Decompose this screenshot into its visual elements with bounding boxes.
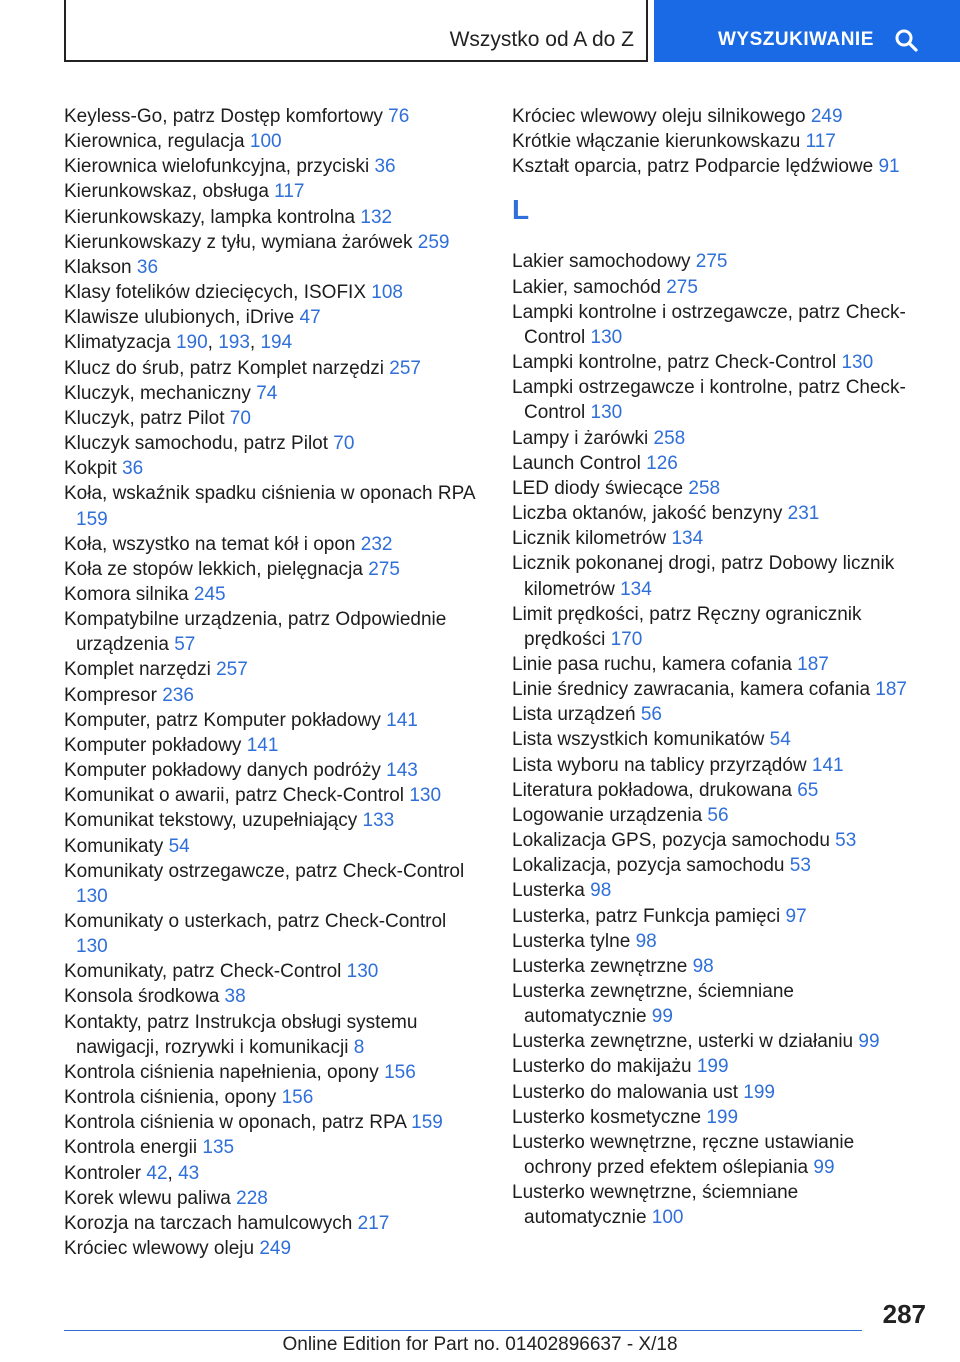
index-entry bbox=[512, 753, 912, 778]
index-entry-term: Kierunkowskazy z tyłu, wymiana żarówek bbox=[64, 231, 413, 253]
page-link[interactable]: 56 bbox=[640, 704, 662, 726]
index-entry-term: Kierownica wielofunkcyjna, przyciski bbox=[64, 156, 370, 178]
page-link[interactable]: 141 bbox=[811, 754, 844, 776]
page-link[interactable]: 43 bbox=[178, 1162, 200, 1184]
index-entry bbox=[64, 557, 480, 582]
page-link[interactable]: 275 bbox=[666, 276, 698, 298]
page-link[interactable]: 126 bbox=[646, 452, 678, 474]
index-entry-term: Logowanie urządzenia bbox=[512, 804, 703, 826]
page-link[interactable]: 258 bbox=[653, 427, 686, 449]
index-entry-term: Komputer, patrz Komputer pokładowy bbox=[64, 709, 381, 731]
page-link[interactable]: 156 bbox=[281, 1087, 314, 1109]
index-entry bbox=[512, 652, 912, 677]
index-entry-term: Lista wyboru na tablicy przyrządów bbox=[512, 754, 807, 776]
page-link[interactable]: 156 bbox=[384, 1061, 416, 1083]
page-link[interactable]: 130 bbox=[76, 885, 108, 907]
index-entry bbox=[512, 1180, 912, 1230]
index-entry bbox=[512, 702, 912, 727]
index-entry bbox=[64, 1060, 480, 1085]
index-entry: Klimatyzacja 190, 193, 194 bbox=[64, 332, 293, 354]
index-entry-term: Kontrola ciśnienia w oponach, patrz RPA bbox=[64, 1112, 406, 1134]
index-entry bbox=[512, 828, 912, 853]
page-link[interactable]: 56 bbox=[707, 804, 729, 826]
index-entry-term: Klakson bbox=[64, 256, 132, 278]
page-link[interactable]: 130 bbox=[590, 402, 623, 424]
page-link[interactable]: 190 bbox=[175, 332, 208, 354]
index-entry-term: Lista wszystkich komunikatów bbox=[512, 729, 765, 751]
index-entry: Kontroler 42, 43 bbox=[64, 1162, 200, 1184]
index-entry-term: Korek wlewu paliwa bbox=[64, 1187, 231, 1209]
tab-search-label: WYSZUKIWANIE bbox=[718, 29, 874, 50]
page-link[interactable]: 133 bbox=[362, 810, 395, 832]
index-entry bbox=[64, 959, 480, 984]
search-icon bbox=[894, 28, 918, 52]
page-link[interactable]: 249 bbox=[810, 106, 843, 127]
index-entry-term: Lokalizacja GPS, pozycja samochodu bbox=[512, 830, 830, 852]
index-entry bbox=[64, 205, 480, 230]
index-entry-term: Liczba oktanów, jakość benzyny bbox=[512, 503, 783, 525]
page-link[interactable]: 135 bbox=[202, 1137, 235, 1159]
page-link[interactable]: 99 bbox=[858, 1031, 880, 1053]
index-entry-term: Launch Control bbox=[512, 452, 641, 474]
index-entry bbox=[64, 733, 480, 758]
page-link[interactable]: 228 bbox=[236, 1187, 268, 1209]
index-entry-term: Lokalizacja, pozycja samochodu bbox=[512, 855, 785, 877]
page-link[interactable]: 97 bbox=[785, 905, 807, 927]
page-link[interactable]: 275 bbox=[695, 251, 728, 273]
index-entry-term: Lusterka bbox=[512, 880, 585, 902]
index-entry-term: Licznik kilometrów bbox=[512, 528, 667, 550]
index-group-l bbox=[512, 249, 912, 1230]
index-entry-term: Klasy fotelików dziecięcych, ISOFIX bbox=[64, 282, 366, 304]
index-entry-term: Lusterko kosmetyczne bbox=[512, 1106, 702, 1128]
page-link[interactable]: 275 bbox=[368, 558, 400, 580]
page-link[interactable]: 42 bbox=[146, 1162, 168, 1184]
page-link[interactable]: 193 bbox=[218, 332, 250, 354]
index-entry bbox=[64, 230, 480, 255]
page-link[interactable]: 159 bbox=[411, 1112, 443, 1134]
page-link[interactable]: 98 bbox=[590, 880, 612, 902]
page-link[interactable]: 38 bbox=[224, 986, 246, 1008]
page-link[interactable]: 257 bbox=[389, 357, 421, 379]
index-entry bbox=[512, 1080, 912, 1105]
index-entry bbox=[64, 1010, 480, 1060]
page-link[interactable]: 236 bbox=[162, 684, 194, 706]
index-entry bbox=[512, 129, 912, 154]
page-link[interactable]: 170 bbox=[610, 628, 643, 650]
index-entry-term: Lusterka tylne bbox=[512, 930, 631, 952]
page-link[interactable]: 98 bbox=[635, 930, 657, 952]
index-entry-term: Lista urządzeń bbox=[512, 704, 636, 726]
page-link[interactable]: 57 bbox=[174, 634, 196, 656]
index-entry-term: Lampki ostrzegawcze i kontrolne, patrz Check-Control bbox=[512, 377, 906, 424]
index-entry bbox=[64, 431, 480, 456]
index-entry-term: Klucz do śrub, patrz Komplet narzędzi bbox=[64, 357, 384, 379]
index-entry-term: Króciec wlewowy oleju silnikowego bbox=[512, 106, 806, 127]
index-entry-term: Kluczyk samochodu, patrz Pilot bbox=[64, 433, 329, 455]
index-entry bbox=[64, 104, 480, 129]
index-entry bbox=[64, 305, 480, 330]
index-entry-term: Lusterko do makijażu bbox=[512, 1056, 692, 1078]
page-link[interactable]: 36 bbox=[136, 256, 159, 278]
index-entry-term: Linie średnicy zawracania, kamera cofania bbox=[512, 679, 871, 701]
index-entry bbox=[64, 1236, 480, 1261]
page-link[interactable]: 100 bbox=[249, 131, 282, 153]
index-entry bbox=[512, 476, 912, 501]
index-entry bbox=[512, 300, 912, 350]
index-entry bbox=[64, 1211, 480, 1236]
index-entry bbox=[64, 708, 480, 733]
index-entry bbox=[512, 1130, 912, 1180]
page-link[interactable]: 141 bbox=[246, 734, 279, 756]
page-link[interactable]: 53 bbox=[789, 855, 811, 877]
index-entry bbox=[512, 979, 912, 1029]
index-entry bbox=[512, 501, 912, 526]
index-entry bbox=[512, 602, 912, 652]
page-link[interactable]: 199 bbox=[696, 1056, 729, 1078]
page-link[interactable]: 117 bbox=[805, 131, 836, 153]
page-link[interactable]: 259 bbox=[417, 231, 450, 253]
index-entry-term: Kluczyk, patrz Pilot bbox=[64, 407, 225, 429]
page-number: 287 bbox=[882, 1299, 926, 1329]
index-column-left bbox=[64, 104, 480, 1261]
index-entry-term: Komunikaty o usterkach, patrz Check-Control bbox=[64, 911, 447, 932]
index-entry bbox=[64, 783, 480, 808]
index-entry-term: Komunikaty, patrz Check-Control bbox=[64, 961, 342, 983]
page-link[interactable]: 98 bbox=[692, 955, 714, 977]
tab-a-to-z[interactable] bbox=[64, 0, 648, 62]
index-entry-term: Limit prędkości, patrz Ręczny ogranicznik prędkości bbox=[512, 603, 862, 650]
index-entry-term: Koła, wszystko na temat kół i opon bbox=[64, 533, 356, 555]
index-entry bbox=[512, 375, 912, 425]
page-link[interactable]: 130 bbox=[409, 785, 442, 807]
index-entry-term: Kompresor bbox=[64, 684, 157, 706]
index-entry bbox=[64, 984, 480, 1009]
index-entry-term: Koła ze stopów lekkich, pielęgnacja bbox=[64, 558, 363, 580]
index-entry-term: Lusterka zewnętrzne, usterki w działaniu bbox=[512, 1031, 854, 1053]
index-entry bbox=[64, 481, 480, 531]
index-entry bbox=[512, 803, 912, 828]
page-link[interactable]: 74 bbox=[256, 382, 278, 404]
section-letter: L bbox=[512, 194, 530, 226]
index-entry bbox=[512, 904, 912, 929]
index-entry-term: Lusterka, patrz Funkcja pamięci bbox=[512, 905, 781, 927]
page-link[interactable]: 245 bbox=[193, 583, 226, 605]
index-entry-term: Klawisze ulubionych, iDrive bbox=[64, 307, 295, 329]
index-entry-term: Krótkie włączanie kierunkowskazu bbox=[512, 131, 801, 153]
index-entry bbox=[64, 909, 480, 959]
index-entry-term: Kontrola energii bbox=[64, 1137, 198, 1159]
page-link[interactable]: 231 bbox=[787, 503, 820, 525]
page-link[interactable]: 117 bbox=[274, 181, 305, 203]
index-entry-term: Lusterko do malowania ust bbox=[512, 1081, 739, 1103]
index-entry-term: Korozja na tarczach hamulcowych bbox=[64, 1212, 353, 1234]
page-link[interactable]: 53 bbox=[835, 830, 857, 852]
page-link[interactable]: 187 bbox=[875, 679, 907, 701]
page-link[interactable]: 91 bbox=[878, 156, 900, 178]
index-entry-term: Komplet narzędzi bbox=[64, 659, 211, 681]
index-entry-term: Kontrola ciśnienia, opony bbox=[64, 1087, 277, 1109]
index-entry-term: Lusterko wewnętrzne, ręczne ustawianie ochrony przed efektem oślepiania bbox=[512, 1131, 855, 1179]
page-link[interactable]: 70 bbox=[229, 407, 251, 429]
index-column-right bbox=[512, 104, 912, 1231]
index-entry bbox=[512, 1029, 912, 1054]
index-entry bbox=[512, 451, 912, 476]
index-entry bbox=[512, 929, 912, 954]
index-entry bbox=[64, 1186, 480, 1211]
index-entry bbox=[512, 154, 912, 179]
page-link[interactable]: 130 bbox=[346, 961, 379, 983]
page-link[interactable]: 76 bbox=[388, 106, 410, 127]
index-entry bbox=[64, 859, 480, 909]
index-entry-term: Konsola środkowa bbox=[64, 986, 220, 1008]
index-entry-term: Kokpit bbox=[64, 458, 117, 480]
index-entry bbox=[64, 808, 480, 833]
index-entry bbox=[512, 853, 912, 878]
footer-edition: Online Edition for Part no. 01402896637 - X/18 bbox=[282, 1334, 678, 1355]
index-entry bbox=[64, 129, 480, 154]
index-entry bbox=[64, 1110, 480, 1135]
index-entry-term: Kontakty, patrz Instrukcja obsługi systemu nawigacji, rozrywki i komunikacji bbox=[64, 1011, 418, 1058]
index-entry bbox=[512, 778, 912, 803]
index-entry bbox=[512, 1054, 912, 1079]
index-entry bbox=[64, 582, 480, 607]
index-entry bbox=[512, 878, 912, 903]
index-entry-term: Kluczyk, mechaniczny bbox=[64, 382, 251, 404]
index-entry-term: Klimatyzacja bbox=[64, 332, 171, 354]
index-entry bbox=[64, 758, 480, 783]
index-entry-term: Kształt oparcia, patrz Podparcie lędźwiowe bbox=[512, 156, 874, 178]
index-entry bbox=[512, 350, 912, 375]
index-entry-term: Literatura pokładowa, drukowana bbox=[512, 779, 792, 801]
page-link[interactable]: 199 bbox=[743, 1081, 775, 1103]
index-entry-term: Lusterka zewnętrzne bbox=[512, 955, 688, 977]
page-link[interactable]: 54 bbox=[769, 729, 791, 751]
index-entry-term: Lampki kontrolne i ostrzegawcze, patrz Check-Control bbox=[512, 301, 906, 348]
page-link[interactable]: 130 bbox=[590, 326, 623, 348]
index-entry bbox=[512, 677, 912, 702]
index-entry-term: Kontrola ciśnienia napełnienia, opony bbox=[64, 1061, 379, 1083]
index-entry bbox=[64, 532, 480, 557]
index-entry bbox=[64, 834, 480, 859]
page-link[interactable]: 47 bbox=[299, 307, 321, 329]
index-entry-term: Komunikaty bbox=[64, 835, 164, 857]
page-link[interactable]: 99 bbox=[813, 1157, 835, 1179]
page-link[interactable]: 232 bbox=[360, 533, 393, 555]
index-entry bbox=[64, 154, 480, 179]
index-entry-term: Koła, wskaźnik spadku ciśnienia w oponach RPA bbox=[64, 483, 475, 505]
page-link[interactable]: 99 bbox=[651, 1006, 673, 1028]
index-group-k bbox=[512, 104, 912, 179]
index-entry-term: Kierownica, regulacja bbox=[64, 131, 245, 153]
page-link[interactable]: 108 bbox=[371, 282, 403, 304]
page-link[interactable]: 143 bbox=[386, 760, 418, 782]
index-entry-term: Lusterko wewnętrzne, ściemniane automatycznie bbox=[512, 1182, 799, 1229]
index-entry bbox=[64, 406, 480, 431]
page-link[interactable]: 132 bbox=[360, 206, 393, 228]
page-link[interactable]: 130 bbox=[841, 352, 874, 374]
page-link[interactable]: 36 bbox=[122, 458, 144, 480]
index-entry-term: Keyless-Go, patrz Dostęp komfortowy bbox=[64, 106, 383, 127]
page-header bbox=[0, 0, 960, 64]
index-entry-term: Komora silnika bbox=[64, 583, 189, 605]
index-entry-term: Lakier, samochód bbox=[512, 276, 661, 298]
index-entry-term: Króciec wlewowy oleju bbox=[64, 1238, 255, 1260]
page-link[interactable]: 8 bbox=[353, 1036, 365, 1058]
index-entry bbox=[64, 683, 480, 708]
index-entry-term: Lusterka zewnętrzne, ściemniane automatycznie bbox=[512, 981, 794, 1028]
page-link[interactable]: 257 bbox=[216, 659, 248, 681]
index-entry bbox=[64, 456, 480, 481]
page-link[interactable]: 141 bbox=[386, 709, 418, 731]
index-entry bbox=[512, 426, 912, 451]
index-entry-term: LED diody świecące bbox=[512, 477, 684, 499]
index-entry-term: Kontroler bbox=[64, 1162, 142, 1184]
index-entry-term: Lampy i żarówki bbox=[512, 427, 649, 449]
index-entry-term: Kompatybilne urządzenia, patrz Odpowiednie urządzenia bbox=[64, 609, 447, 656]
tab-a-to-z-label: Wszystko od A do Z bbox=[449, 28, 634, 51]
index-entry-term: Lakier samochodowy bbox=[512, 251, 691, 273]
index-entry bbox=[64, 607, 480, 657]
index-entry bbox=[64, 1085, 480, 1110]
index-entry-term: Komputer pokładowy bbox=[64, 734, 242, 756]
page-link[interactable]: 217 bbox=[357, 1212, 390, 1234]
page-link[interactable]: 249 bbox=[259, 1238, 292, 1260]
page-link[interactable]: 187 bbox=[797, 653, 829, 675]
index-entry bbox=[64, 1135, 480, 1160]
tab-search[interactable] bbox=[654, 0, 960, 62]
page-link[interactable]: 54 bbox=[168, 835, 190, 857]
page-link[interactable]: 199 bbox=[706, 1106, 739, 1128]
index-entry bbox=[64, 657, 480, 682]
index-entry bbox=[64, 356, 480, 381]
page-link[interactable]: 159 bbox=[76, 508, 108, 530]
index-entry bbox=[512, 551, 912, 601]
index-entry-term: Licznik pokonanej drogi, patrz Dobowy licznik kilometrów bbox=[512, 553, 895, 600]
index-entry-term: Komunikat tekstowy, uzupełniający bbox=[64, 810, 358, 832]
page-link[interactable]: 70 bbox=[333, 433, 355, 455]
index-entry bbox=[512, 954, 912, 979]
index-entry bbox=[64, 280, 480, 305]
index-entry bbox=[512, 727, 912, 752]
page-link[interactable]: 100 bbox=[651, 1207, 684, 1229]
index-entry bbox=[64, 179, 480, 204]
index-entry bbox=[512, 526, 912, 551]
index-entry-term: Lampki kontrolne, patrz Check-Control bbox=[512, 352, 837, 374]
footer-divider bbox=[64, 1330, 862, 1331]
index-entry-term: Komunikat o awarii, patrz Check-Control bbox=[64, 785, 405, 807]
page-link[interactable]: 36 bbox=[374, 156, 396, 178]
index-entry-term: Kierunkowskaz, obsługa bbox=[64, 181, 269, 203]
index-entry-term: Komputer pokładowy danych podróży bbox=[64, 760, 381, 782]
page-link[interactable]: 194 bbox=[260, 332, 293, 354]
page-link[interactable]: 258 bbox=[688, 477, 721, 499]
page-link[interactable]: 134 bbox=[671, 528, 704, 550]
index-entry bbox=[64, 255, 480, 280]
page-link[interactable]: 134 bbox=[620, 578, 652, 600]
page-link[interactable]: 130 bbox=[76, 936, 108, 958]
index-entry-term: Komunikaty ostrzegawcze, patrz Check-Control bbox=[64, 860, 465, 882]
index-entry bbox=[64, 381, 480, 406]
page-link[interactable]: 65 bbox=[797, 779, 819, 801]
index-entry bbox=[512, 104, 912, 129]
index-entry bbox=[512, 275, 912, 300]
index-entry-term: Kierunkowskazy, lampka kontrolna bbox=[64, 206, 356, 228]
index-entry-term: Linie pasa ruchu, kamera cofania bbox=[512, 653, 792, 675]
index-entry bbox=[512, 1105, 912, 1130]
index-entry bbox=[512, 249, 912, 274]
